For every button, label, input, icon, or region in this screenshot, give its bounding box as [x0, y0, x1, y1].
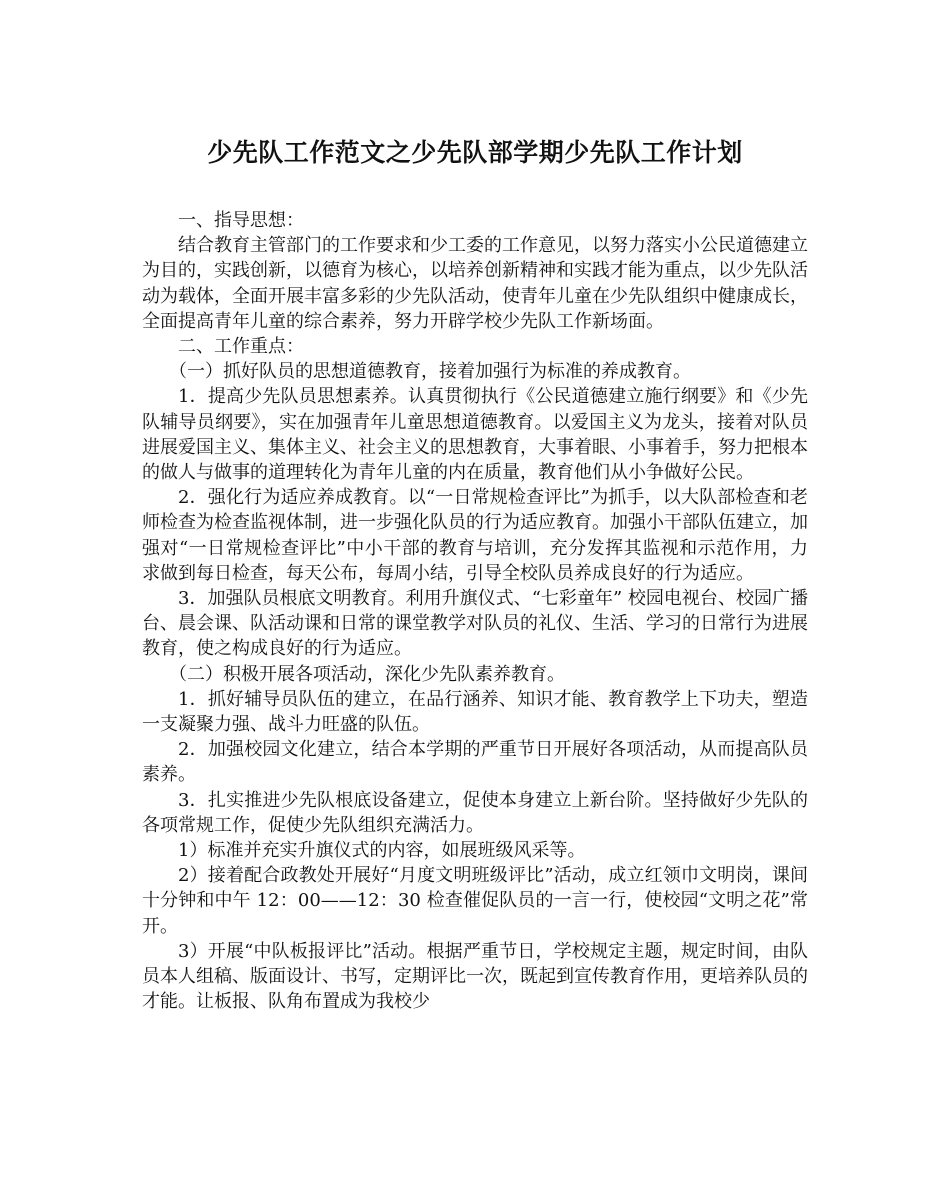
paragraph: 3）开展“中队板报评比”活动。根据严重节日，学校规定主题，规定时间，由队员本人组稿、版面设计、书写，定期评比一次，既起到宣传教育作用，更培养队员的才能。让板报、队角布置成为我校少 [142, 940, 808, 1013]
document-title: 少先队工作范文之少先队部学期少先队工作计划 [207, 138, 743, 167]
paragraph: 1）标准并充实升旗仪式的内容，如展班级风采等。 [178, 840, 586, 862]
document-body [142, 208, 808, 1015]
subheading-activities: （二）积极开展各项活动，深化少先队素养教育。 [169, 663, 565, 685]
paragraph: 结合教育主管部门的工作要求和少工委的工作意见，以努力落实小公民道德建立为目的，实践创新，以德育为核心，以培养创新精神和实践才能为重点，以少先队活动为载体，全面开展丰富多彩的少先队活动，使青年儿童在少先队组织中健康成长，全面提高青年儿童的综合素养，努力开辟学校少先队工作新场面。 [142, 235, 808, 332]
paragraph: 2）接着配合政教处开展好“月度文明班级评比”活动，成立红领巾文明岗，课间十分钟和中午 12：00——12：30 检查催促队员的一言一行，使校园“文明之花”常开。 [142, 865, 808, 937]
paragraph: 1．提高少先队员思想素养。认真贯彻执行《公民道德建立施行纲要》和《少先队辅导员纲要》，实在加强青年儿童思想道德教育。以爱国主义为龙头，接着对队员进展爱国主义、集体主义、社会主义的思想教育，大事着眼、小事着手，努力把根本的做人与做事的道理转化为青年儿童的内在质量，教育他们从小争做好公民。 [142, 386, 808, 484]
paragraph: 1．抓好辅导员队伍的建立，在品行涵养、知识才能、教育教学上下功夫，塑造一支凝聚力强、战斗力旺盛的队伍。 [142, 688, 808, 736]
paragraph: 3．加强队员根底文明教育。利用升旗仪式、“七彩童年” 校园电视台、校园广播台、晨会课、队活动课和日常的课堂教学对队员的礼仪、生活、学习的日常行为进展教育，使之构成良好的行为适应。 [142, 588, 808, 660]
heading-guiding-ideology: 一、指导思想： [178, 210, 304, 231]
paragraph: 3．扎实推进少先队根底设备建立，促使本身建立上新台阶。坚持做好少先队的各项常规工作，促使少先队组织充满活力。 [142, 789, 808, 836]
paragraph: 2．加强校园文化建立，结合本学期的严重节日开展好各项活动，从而提高队员素养。 [142, 739, 808, 786]
paragraph: 2．强化行为适应养成教育。以“一日常规检查评比”为抓手，以大队部检查和老师检查为检查监视体制，进一步强化队员的行为适应教育。加强小干部队伍建立，加强对“一日常规检查评比”中小干部的教育与培训，充分发挥其监视和示范作用，力求做到每日检查，每天公布，每周小结，引导全校队员养成良好的行为适应。 [142, 487, 808, 584]
heading-work-focus: 二、工作重点： [178, 336, 304, 358]
subheading-moral-education: （一）抓好队员的思想道德教育，接着加强行为标准的养成教育。 [169, 361, 691, 383]
